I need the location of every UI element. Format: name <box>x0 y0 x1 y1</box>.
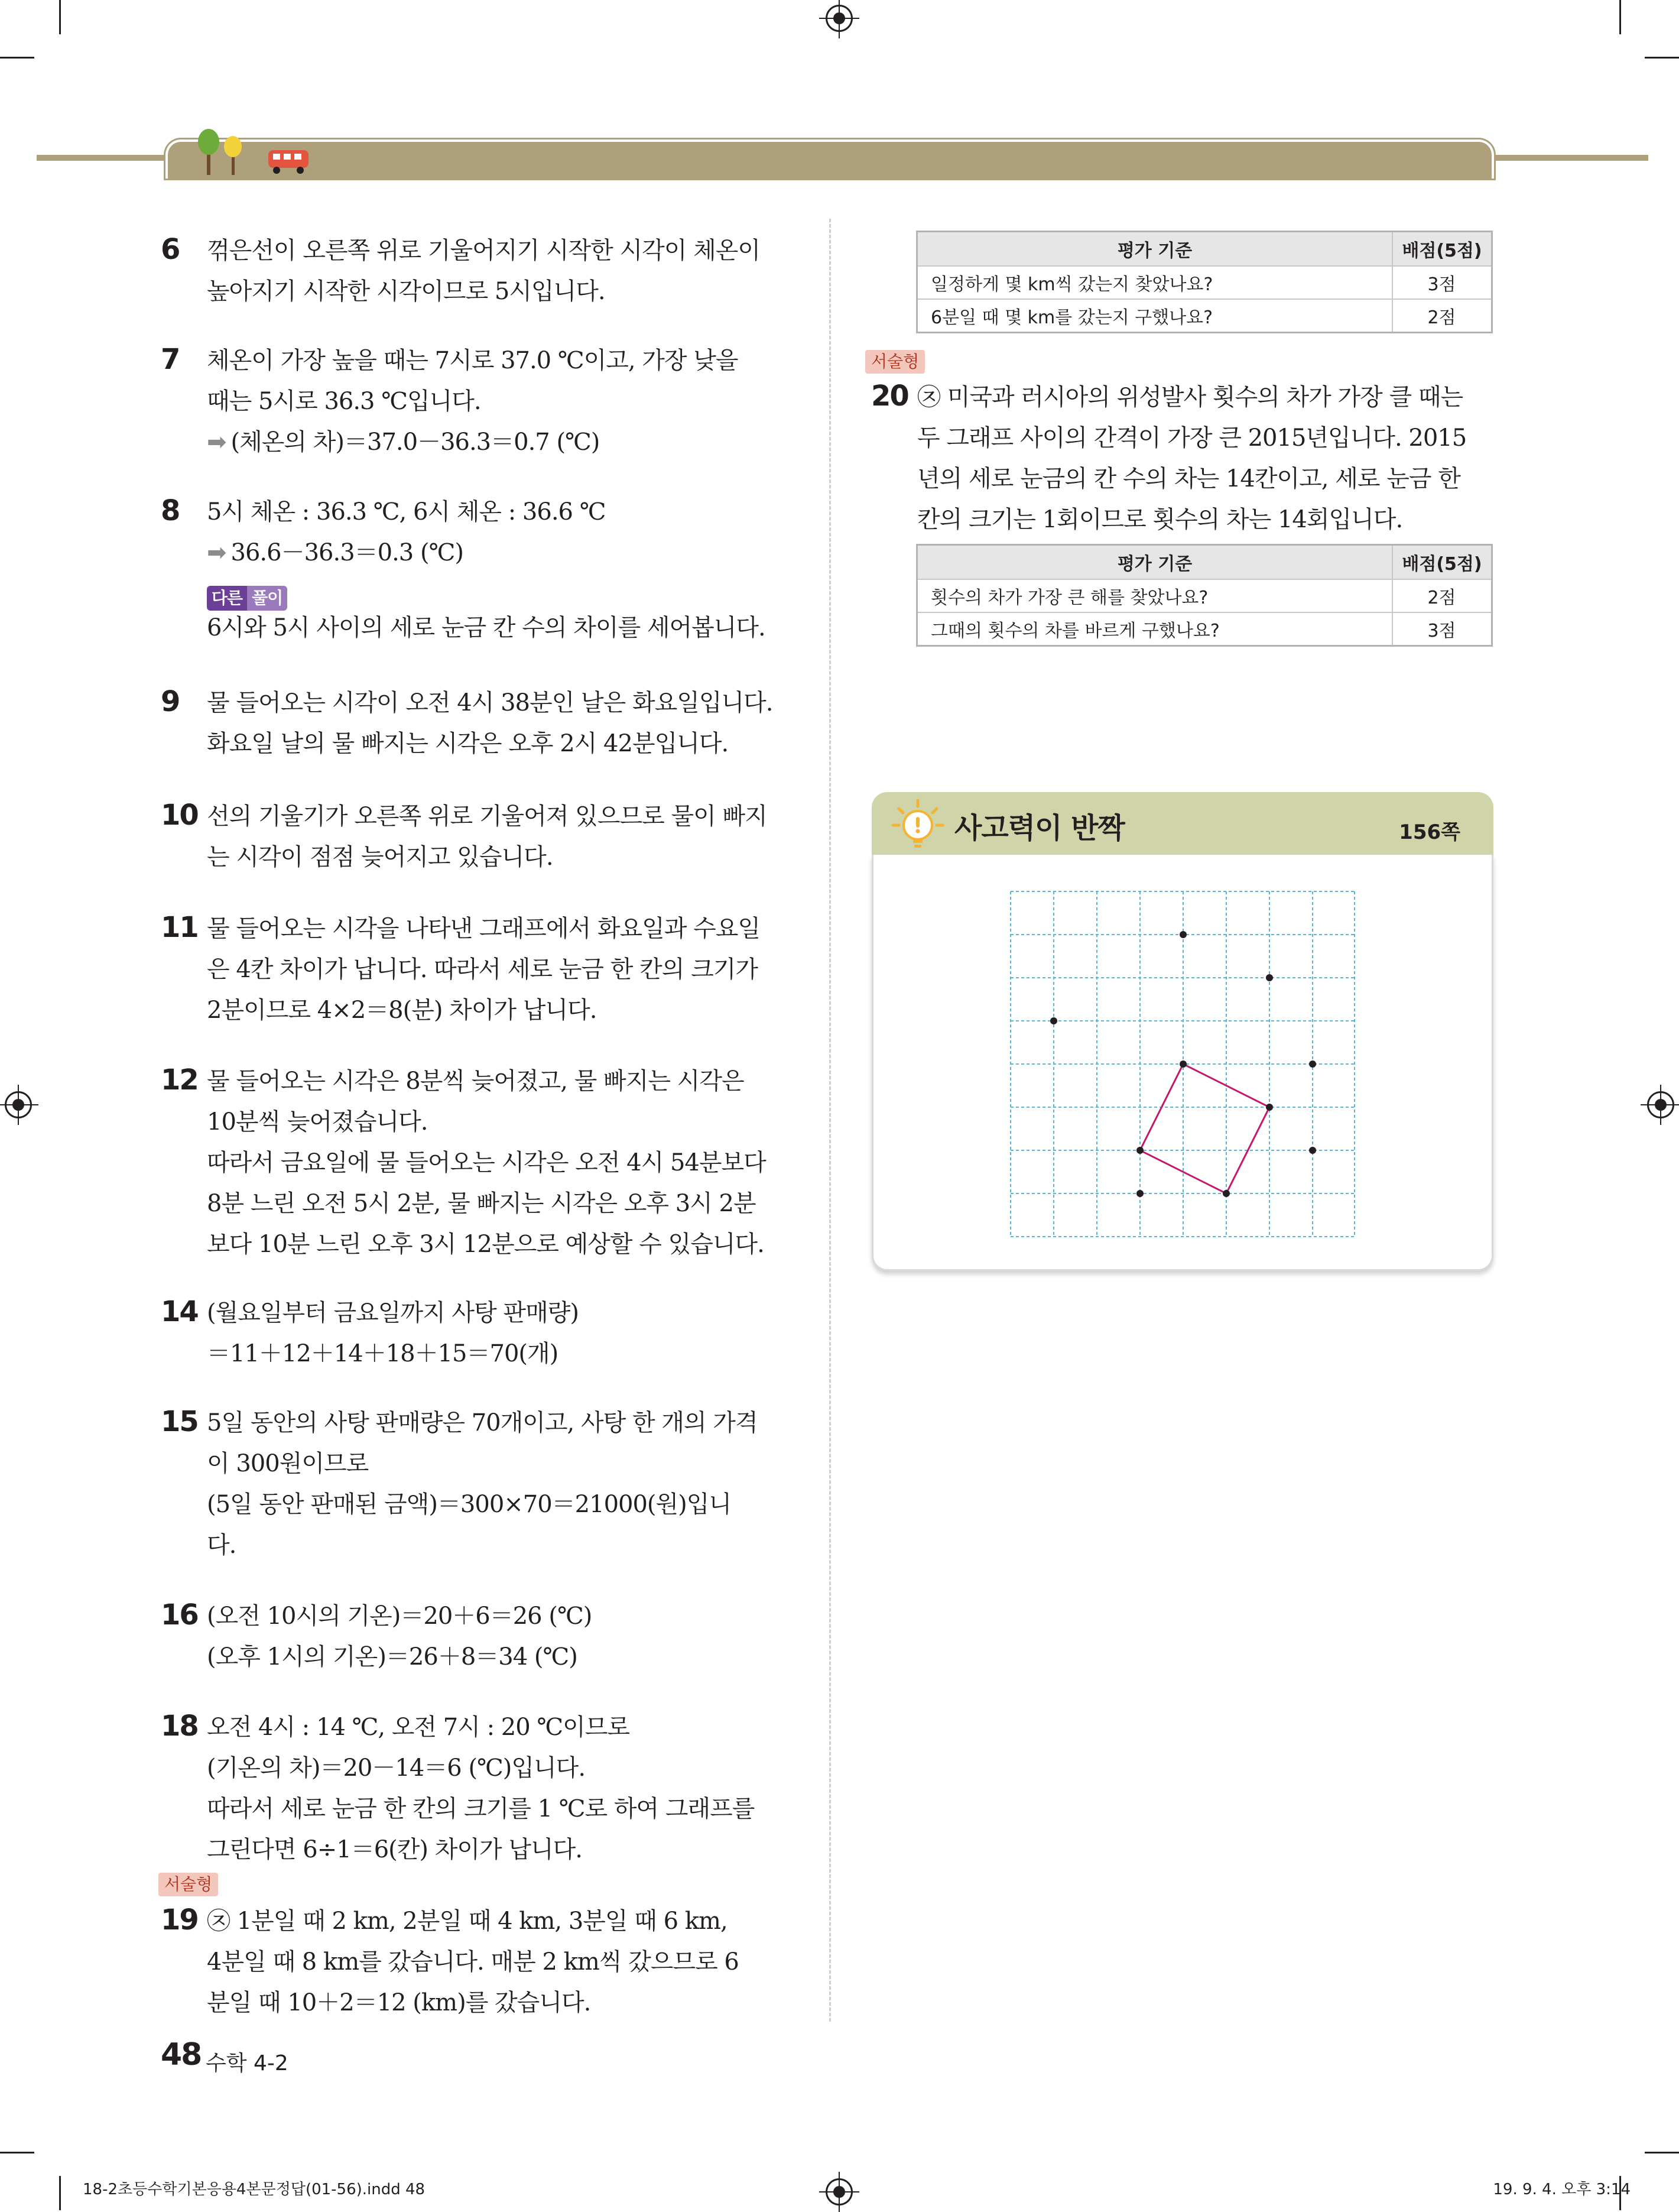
table-header: 배점(5점) <box>1392 545 1492 580</box>
question-number: 12 <box>161 1063 198 1097</box>
answer-line: 보다 10분 느린 오후 3시 12분으로 예상할 수 있습니다. <box>207 1231 764 1258</box>
question-number: 18 <box>161 1710 198 1743</box>
trees-icon <box>196 129 255 176</box>
crop-mark <box>59 2176 61 2210</box>
question-number: 19 <box>161 1903 198 1937</box>
book-title: 수학 4-2 <box>206 2051 288 2075</box>
thinking-box-title: 사고력이 반짝 <box>954 812 1125 845</box>
table-row <box>917 299 1492 333</box>
answer-line: 이 300원이므로 <box>207 1450 369 1477</box>
question-number: 16 <box>161 1598 198 1632</box>
answer-line: 선의 기울기가 오른쪽 위로 기울어져 있으므로 물이 빠지 <box>207 803 767 830</box>
answer-line: 체온이 가장 높을 때는 7시로 37.0 ℃이고, 가장 낮을 <box>207 347 738 374</box>
registration-mark-icon <box>5 1091 32 1118</box>
answer-line: (오후 1시의 기온)＝26＋8＝34 (℃) <box>207 1643 577 1671</box>
answer-line: 오전 4시 : 14 ℃, 오전 7시 : 20 ℃이므로 <box>207 1714 630 1741</box>
lightbulb-icon <box>891 798 945 852</box>
registration-mark-icon <box>826 2178 853 2205</box>
answer-line: 년의 세로 눈금의 칸 수의 차는 14칸이고, 세로 눈금 한 <box>917 465 1460 492</box>
answer-line: 높아지기 시작한 시각이므로 5시입니다. <box>207 278 605 305</box>
answer-line: ＝11＋12＋14＋18＋15＝70(개) <box>207 1340 558 1367</box>
answer-line: 2분이므로 4×2＝8(분) 차이가 납니다. <box>207 997 597 1024</box>
crop-mark <box>1645 2152 1679 2153</box>
table-row <box>917 579 1492 612</box>
grid-dot <box>1309 1147 1316 1154</box>
rubric-table-19 <box>916 231 1493 333</box>
question-number: 6 <box>161 233 180 266</box>
answer-line: (체온의 차)＝37.0－36.3＝0.7 (℃) <box>230 429 600 456</box>
answer-line: 은 4칸 차이가 납니다. 따라서 세로 눈금 한 칸의 크기가 <box>207 956 758 983</box>
answer-line: 물 들어오는 시각을 나타낸 그래프에서 화요일과 수요일 <box>207 915 761 942</box>
arrow-right-icon: ➡ <box>207 539 226 566</box>
registration-mark-icon <box>1647 1091 1674 1118</box>
answer-line: 5일 동안의 사탕 판매량은 70개이고, 사탕 한 개의 가격 <box>207 1409 758 1436</box>
answer-line: 두 그래프 사이의 간격이 가장 큰 2015년입니다. 2015 <box>917 424 1467 452</box>
page-number: 48 <box>161 2037 202 2072</box>
bus-icon <box>267 148 310 175</box>
answer-line: (5일 동안 판매된 금액)＝300×70＝21000(원)입니 <box>207 1491 732 1518</box>
answer-line: 다. <box>207 1532 236 1559</box>
answer-line: 분일 때 10＋2＝12 (km)를 갔습니다. <box>207 1989 591 2016</box>
answer-line: ㉨ 미국과 러시아의 위성발사 횟수의 차가 가장 클 때는 <box>917 384 1463 411</box>
question-number: 11 <box>161 911 198 944</box>
question-number: 7 <box>161 343 180 376</box>
table-header: 평가 기준 <box>917 232 1393 267</box>
registration-mark-icon <box>826 5 853 32</box>
print-slug-left: 18-2초등수학기본응용4본문정답(01-56).indd 48 <box>83 2181 426 2198</box>
answer-line: 때는 5시로 36.3 ℃입니다. <box>207 388 481 415</box>
table-cell: 2점 <box>1392 579 1492 612</box>
answer-line: 물 들어오는 시각은 8분씩 늦어졌고, 물 빠지는 시각은 <box>207 1068 744 1095</box>
answer-line: 따라서 세로 눈금 한 칸의 크기를 1 ℃로 하여 그래프를 <box>207 1795 755 1822</box>
crop-mark <box>59 0 61 34</box>
grid-dot <box>1223 1190 1230 1197</box>
descriptive-badge: 서술형 <box>865 350 925 374</box>
question-number: 8 <box>161 494 180 527</box>
dot-grid-figure <box>1008 889 1357 1240</box>
answer-line: (월요일부터 금요일까지 사탕 판매량) <box>207 1299 579 1326</box>
crop-mark <box>0 2152 34 2153</box>
answer-line: 화요일 날의 물 빠지는 시각은 오후 2시 42분입니다. <box>207 730 729 757</box>
crop-mark <box>1645 57 1679 59</box>
answer-line: 10분씩 늦어졌습니다. <box>207 1108 428 1136</box>
crop-mark <box>1619 0 1621 34</box>
grid-dot <box>1266 1104 1273 1111</box>
question-number: 15 <box>161 1405 198 1438</box>
table-cell: 3점 <box>1392 612 1492 646</box>
answer-line: 8분 느린 오전 5시 2분, 물 빠지는 시각은 오후 3시 2분 <box>207 1190 756 1217</box>
table-cell: 6분일 때 몇 km를 갔는지 구했나요? <box>917 299 1393 333</box>
answer-line: (오전 10시의 기온)＝20＋6＝26 (℃) <box>207 1603 592 1630</box>
grid-dot <box>1266 974 1273 981</box>
table-row <box>917 612 1492 646</box>
answer-line: 5시 체온 : 36.3 ℃, 6시 체온 : 36.6 ℃ <box>207 498 606 526</box>
table-row <box>917 266 1492 299</box>
question-number: 14 <box>161 1295 198 1328</box>
column-divider <box>829 219 831 2022</box>
answer-line: 꺾은선이 오른쪽 위로 기울어지기 시작한 시각이 체온이 <box>207 237 761 264</box>
question-number: 9 <box>161 685 180 718</box>
answer-line: ㉨ 1분일 때 2 km, 2분일 때 4 km, 3분일 때 6 km, <box>207 1908 728 1935</box>
table-header: 평가 기준 <box>917 545 1393 580</box>
answer-line: 36.6－36.3＝0.3 (℃) <box>230 539 463 566</box>
rubric-table-20 <box>916 544 1493 647</box>
grid-dot <box>1180 1060 1187 1068</box>
grid-dot <box>1309 1060 1316 1068</box>
question-number: 10 <box>161 799 198 832</box>
descriptive-badge: 서술형 <box>158 1873 218 1896</box>
answer-line: 물 들어오는 시각이 오전 4시 38분인 날은 화요일입니다. <box>207 689 773 716</box>
print-slug-right: 19. 9. 4. 오후 3:14 <box>1493 2181 1631 2198</box>
table-cell: 그때의 횟수의 차를 바르게 구했나요? <box>917 612 1393 646</box>
page-reference: 156쪽 <box>1399 820 1460 844</box>
answer-line: 4분일 때 8 km를 갔습니다. 매분 2 km씩 갔으므로 6 <box>207 1948 739 1976</box>
thinking-box <box>872 792 1493 1271</box>
grid-dot <box>1136 1190 1144 1197</box>
question-number: 20 <box>871 380 908 413</box>
table-cell: 횟수의 차가 가장 큰 해를 찾았나요? <box>917 579 1393 612</box>
table-cell: 3점 <box>1392 266 1492 299</box>
answer-line: 칸의 크기는 1회이므로 횟수의 차는 14회입니다. <box>917 506 1403 533</box>
header-tab <box>165 140 1494 179</box>
answer-line: 그린다면 6÷1＝6(칸) 차이가 납니다. <box>207 1836 582 1863</box>
table-header: 배점(5점) <box>1392 232 1492 267</box>
grid-dot <box>1180 931 1187 938</box>
drawn-square <box>1140 1064 1269 1193</box>
table-cell: 2점 <box>1392 299 1492 333</box>
table-cell: 일정하게 몇 km씩 갔는지 찾았나요? <box>917 266 1393 299</box>
answer-line: 6시와 5시 사이의 세로 눈금 칸 수의 차이를 세어봅니다. <box>207 614 765 641</box>
alternative-solution-badge: 다른 풀이 <box>207 586 287 611</box>
answer-line: (기온의 차)＝20－14＝6 (℃)입니다. <box>207 1754 586 1782</box>
grid-dot <box>1136 1147 1144 1154</box>
answer-line: 따라서 금요일에 물 들어오는 시각은 오전 4시 54분보다 <box>207 1149 766 1176</box>
arrow-right-icon: ➡ <box>207 429 226 456</box>
grid-dot <box>1050 1017 1057 1024</box>
crop-mark <box>0 57 34 59</box>
answer-line: 는 시각이 점점 늦어지고 있습니다. <box>207 844 553 871</box>
